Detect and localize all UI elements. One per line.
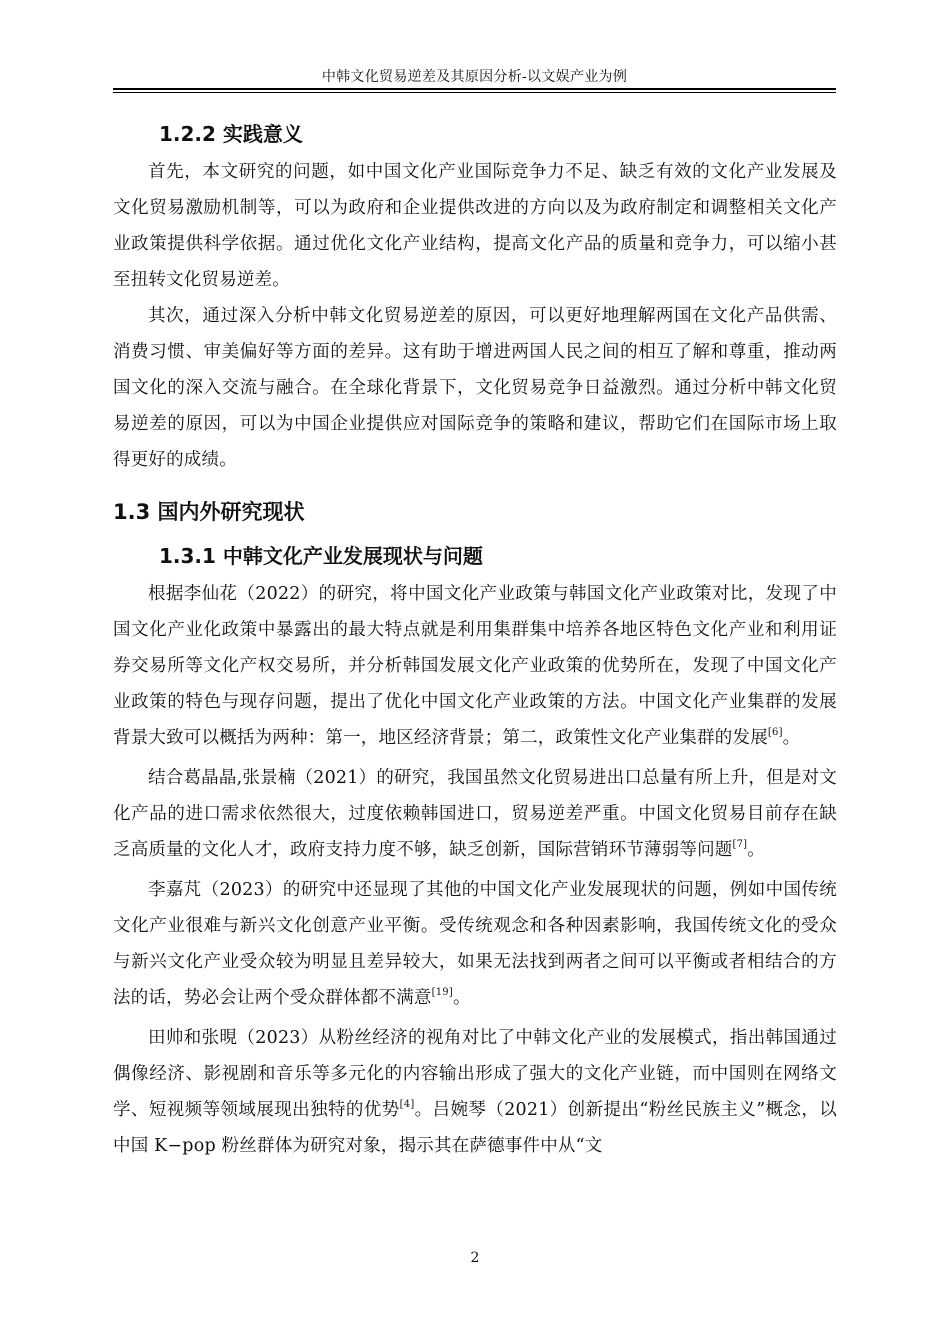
paragraph-end: 。 (452, 988, 471, 1008)
paragraph-end: 。 (747, 840, 765, 860)
paragraph (113, 576, 837, 756)
section-heading-1-3-1: 1.3.1 中韩文化产业发展现状与问题 (159, 544, 483, 568)
paragraph-text: 根据李仙花（2022）的研究，将中国文化产业政策与韩国文化产业政策对比，发现了中国文化产业化政策中暴露出的最大特点就是利用集群集中培养各地区特色文化产业和利用证券交易所等文化产权交易所，并分析韩国发展文化产业政策的优势所在，发现了中国文化产业政策的特色与现存问题，提出了优化中国文化产业政策的方法。中国文化产业集群的发展背景大致可以概括为两种：第一，地区经济背景；第二，政策性文化产业集群的发展 (113, 584, 837, 748)
section-heading-1-2-2: 1.2.2 实践意义 (159, 122, 303, 146)
paragraph (113, 1020, 837, 1164)
citation-ref: [19] (431, 987, 453, 998)
paragraph-end: 。 (782, 728, 801, 748)
running-header: 中韩文化贸易逆差及其原因分析-以文娱产业为例 (321, 69, 628, 85)
paragraph-text: 李嘉芃（2023）的研究中还显现了其他的中国文化产业发展现状的问题，例如中国传统文化产业很难与新兴文化创意产业平衡。受传统观念和各种因素影响，我国传统文化的受众与新兴文化产业受众较为明显且差异较大，如果无法找到两者之间可以平衡或者相结合的方法的话，势必会让两个受众群体都不满意 (113, 880, 837, 1008)
section-heading-1-3: 1.3 国内外研究现状 (113, 500, 305, 524)
paragraph (113, 760, 837, 868)
citation-ref: [7] (732, 839, 748, 850)
citation-ref: [4] (399, 1099, 415, 1110)
page-number: 2 (470, 1250, 480, 1266)
paragraph-text: 结合葛晶晶,张景楠（2021）的研究，我国虽然文化贸易进出口总量有所上升，但是对文化产品的进口需求依然很大，过度依赖韩国进口，贸易逆差严重。中国文化贸易目前存在缺乏高质量的文化人才，政府支持力度不够，缺乏创新，国际营销环节薄弱等问题 (113, 768, 837, 860)
header-rule (113, 88, 836, 93)
citation-ref: [6] (767, 727, 783, 738)
page-body (113, 108, 837, 1164)
paragraph-end: 。吕婉琴（2021）创新提出“粉丝民族主义”概念，以中国 K−pop 粉丝群体为研究对象，揭示其在萨德事件中从“文 (113, 1100, 837, 1156)
paragraph (113, 872, 837, 1016)
paragraph: 首先，本文研究的问题，如中国文化产业国际竞争力不足、缺乏有效的文化产业发展及文化贸易激励机制等，可以为政府和企业提供改进的方向以及为政府制定和调整相关文化产业政策提供科学依据。通过优化文化产业结构，提高文化产品的质量和竞争力，可以缩小甚至扭转文化贸易逆差。 (113, 162, 837, 290)
paragraph: 其次，通过深入分析中韩文化贸易逆差的原因，可以更好地理解两国在文化产品供需、消费习惯、审美偏好等方面的差异。这有助于增进两国人民之间的相互了解和尊重，推动两国文化的深入交流与融合。在全球化背景下，文化贸易竞争日益激烈。通过分析中韩文化贸易逆差的原因，可以为中国企业提供应对国际竞争的策略和建议，帮助它们在国际市场上取得更好的成绩。 (113, 306, 837, 470)
paragraph-text: 田帅和张晛（2023）从粉丝经济的视角对比了中韩文化产业的发展模式，指出韩国通过偶像经济、影视剧和音乐等多元化的内容输出形成了强大的文化产业链，而中国则在网络文学、短视频等领域展现出独特的优势 (113, 1028, 837, 1120)
